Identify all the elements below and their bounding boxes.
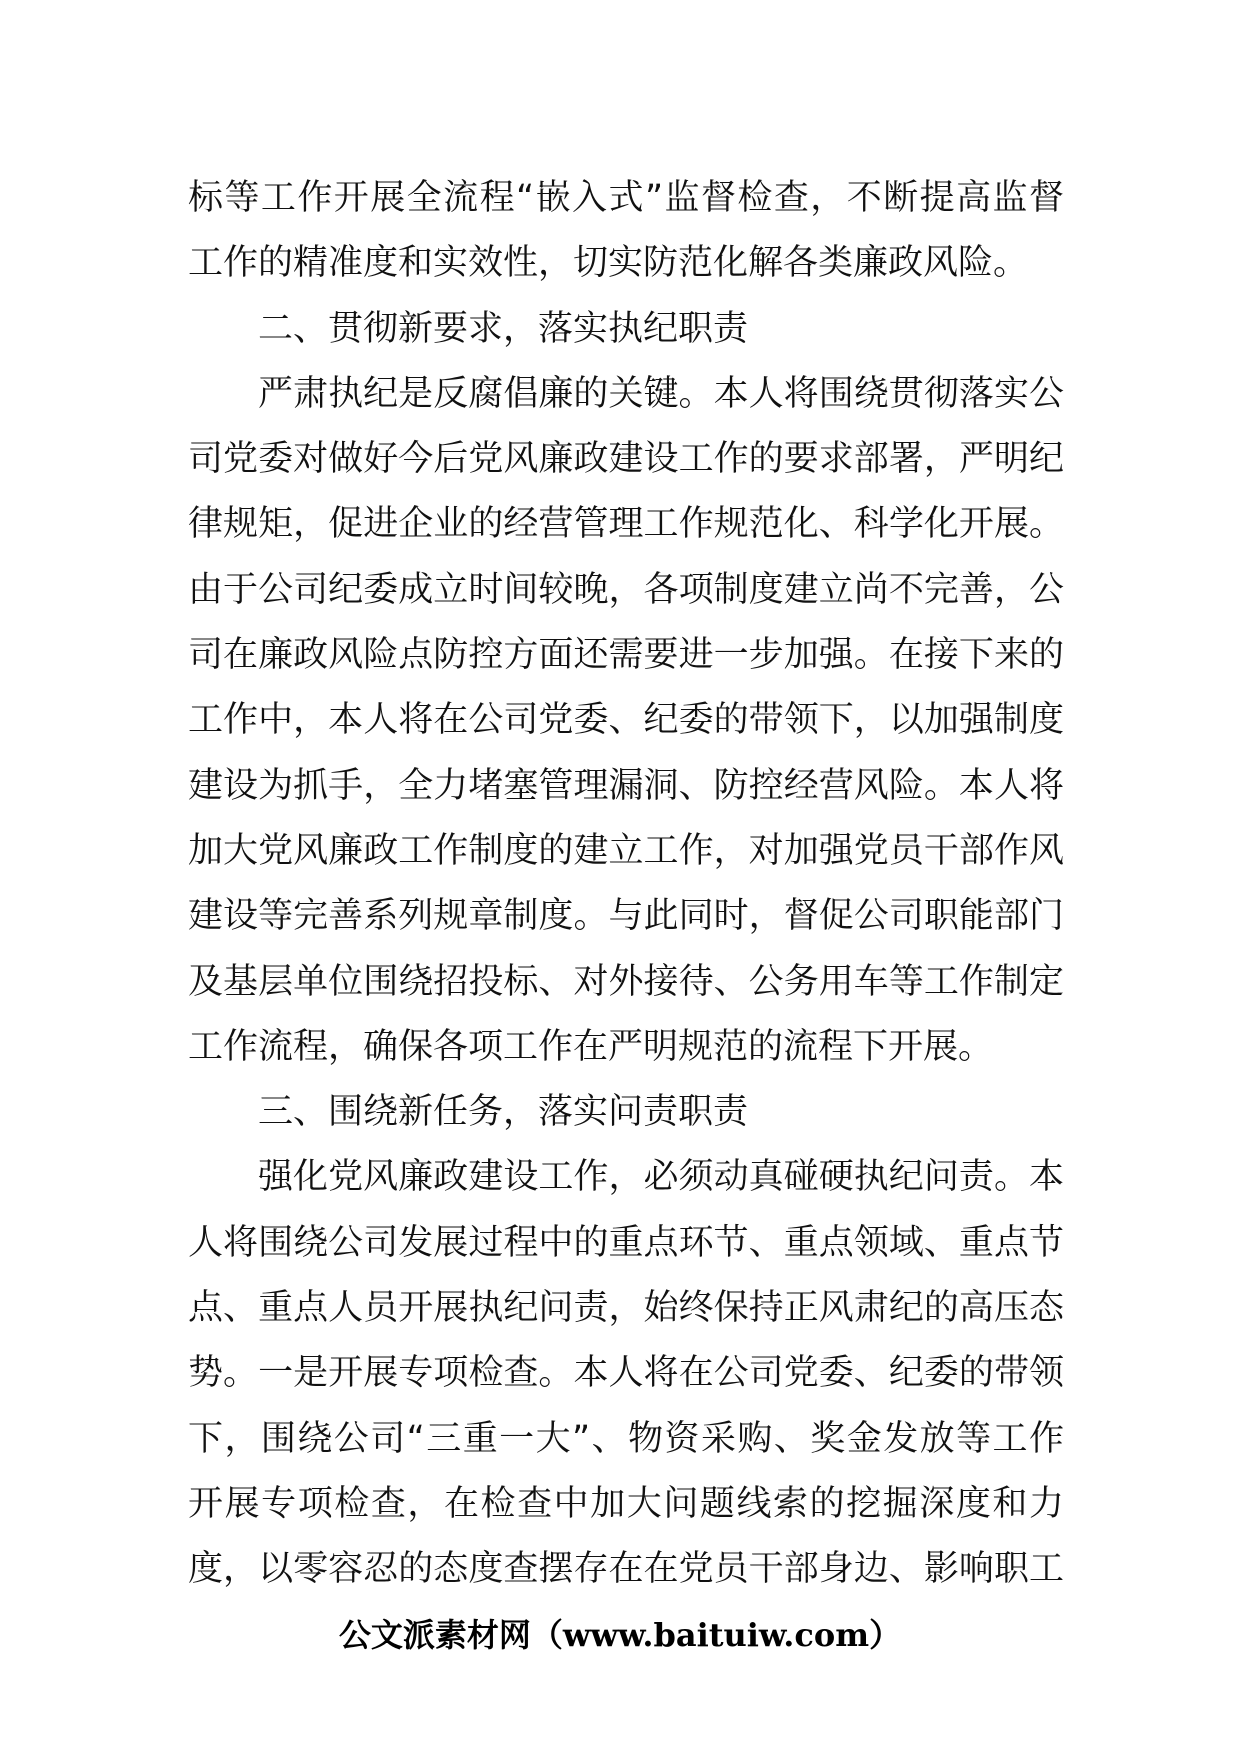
text-line: 势。一是开展专项检查。本人将在公司党委、纪委的带领: [188, 1353, 1064, 1394]
footer-watermark: 公文派素材网（www.baituiw.com）: [338, 1616, 902, 1654]
text-line: 建设等完善系列规章制度。与此同时，督促公司职能部门: [188, 896, 1064, 937]
text-line: 严肃执纪是反腐倡廉的关键。本人将围绕贯彻落实公: [258, 373, 1064, 414]
document-body: [188, 166, 1064, 1603]
text-line: 标等工作开展全流程“嵌入式”监督检查，不断提高监督: [188, 178, 1064, 218]
text-line: 开展专项检查，在检查中加大问题线索的挖掘深度和力: [188, 1483, 1064, 1524]
text-line: 由于公司纪委成立时间较晚，各项制度建立尚不完善，公: [188, 569, 1064, 610]
section-heading: 二、贯彻新要求，落实执纪职责: [258, 308, 749, 349]
text-line: 律规矩，促进企业的经营管理工作规范化、科学化开展。: [188, 504, 1064, 545]
text-line: 点、重点人员开展执纪问责，始终保持正风肃纪的高压态: [188, 1288, 1064, 1329]
text-line: 工作的精准度和实效性，切实防范化解各类廉政风险。: [188, 243, 1029, 284]
text-line: 司党委对做好今后党风廉政建设工作的要求部署，严明纪: [188, 439, 1064, 480]
text-line: 工作流程，确保各项工作在严明规范的流程下开展。: [188, 1026, 994, 1067]
section-heading: 三、围绕新任务，落实问责职责: [258, 1092, 749, 1133]
text-line: 司在廉政风险点防控方面还需要进一步加强。在接下来的: [188, 635, 1064, 676]
text-line: 工作中，本人将在公司党委、纪委的带领下，以加强制度: [188, 700, 1064, 741]
text-line: 下，围绕公司“三重一大”、物资采购、奖金发放等工作: [188, 1418, 1064, 1459]
text-line: 人将围绕公司发展过程中的重点环节、重点领域、重点节: [188, 1222, 1064, 1263]
text-line: 强化党风廉政建设工作，必须动真碰硬执纪问责。本: [258, 1157, 1064, 1198]
text-line: 度，以零容忍的态度查摆存在在党员干部身边、影响职工: [188, 1549, 1064, 1590]
text-line: 及基层单位围绕招投标、对外接待、公务用车等工作制定: [188, 961, 1064, 1002]
text-line: 建设为抓手，全力堵塞管理漏洞、防控经营风险。本人将: [188, 765, 1064, 806]
text-line: 加大党风廉政工作制度的建立工作，对加强党员干部作风: [188, 830, 1064, 871]
